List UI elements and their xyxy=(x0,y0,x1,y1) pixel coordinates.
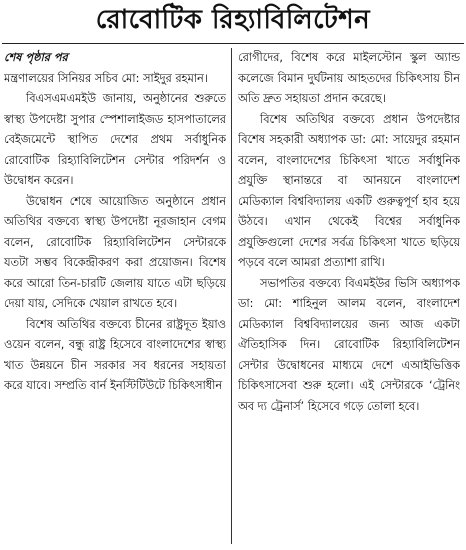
paragraph: মন্ত্রণালয়ের সিনিয়র সচিব মো: সাইদুর রহমান। xyxy=(4,71,208,85)
right-column xyxy=(238,48,460,548)
column-divider xyxy=(231,48,232,544)
continuation-kicker: শেষ পৃষ্ঠার পর xyxy=(4,51,68,64)
paragraph: রোগীদের, বিশেষ করে মাইলস্টোন স্কুল অ্যান্ড কলেজে বিমান দুর্ঘটনায় আহতদের চিকিৎসায় চীন অতি দ্রুত সহায়তা প্রদান করেছে। xyxy=(238,51,460,105)
headline-rule xyxy=(2,43,464,44)
paragraph: সভাপতির বক্তব্যে বিএমইউর ভিসি অধ্যাপক ডা: মো: শাহিনুল আলম বলেন, বাংলাদেশ মেডিক্যাল বিশ্ববিদ্যালয়ের জন্য আজ একটা ঐতিহাসিক দিন। রোবোটিক রিহ্যাবিলিটেশন সেন্টার উদ্বোধনের মাধ্যমে দেশে এআইভিত্তিক চিকিৎসাসেবা শুরু হলো। এই সেন্টারকে ‘ট্রেনিং অব দ্য ট্রেনার্স’ হিসেবে গড়ে তোলা হবে। xyxy=(238,276,460,413)
paragraph: উদ্বোধন শেষে আয়োজিত অনুষ্ঠানে প্রধান অতিথির বক্তব্যে স্বাস্থ্য উপদেষ্টা নূরজাহান বেগম বলেন, রোবোটিক রিহ্যাবিলিটেশন সেন্টারকে যতটা সম্ভব বিকেন্দ্রীকরণ করা প্রয়োজন। বিশেষ করে আরো তিন-চারটি জেলায় যাতে এটা ছড়িয়ে দেয়া যায়, সেদিকে খেয়াল রাখতে হবে। xyxy=(4,194,226,310)
paragraph: বিশেষ অতিথির বক্তব্যে চীনের রাষ্ট্রদূত ইয়াও ওয়েন বলেন, বন্ধু রাষ্ট্র হিসেবে বাংলাদেশের স্বাস্থ্য খাত উন্নয়নে চীন সরকার সব ধরনের সহায়তা করে যাবে। সম্প্রতি বার্ন ইনস্টিটিউটে চিকিৎসাধীন xyxy=(4,317,226,392)
headline: রোবোটিক রিহ্যাবিলিটেশন xyxy=(95,5,371,35)
paragraph: বিশেষ অতিথির বক্তব্যে প্রধান উপদেষ্টার বিশেষ সহকারী অধ্যাপক ডা: মো: সায়েদুর রহমান বলেন, বাংলাদেশের চিকিৎসা খাতে সর্বাধুনিক প্রযুক্তি স্থানান্তরে বা আনয়নে বাংলাদেশ মেডিক্যাল বিশ্ববিদ্যালয় একটি গুরুত্বপূর্ণ হাব হয়ে উঠবে। এখান থেকেই বিশ্বের সর্বাধুনিক প্রযুক্তিগুলো দেশের সর্বত্র চিকিৎসা খাতে ছড়িয়ে পড়বে বলে আমরা প্রত্যাশা রাখি। xyxy=(238,112,460,269)
paragraph: বিএসএমএমইউ জানায়, অনুষ্ঠানের শুরুতে স্বাস্থ্য উপদেষ্টা সুপার স্পেশালাইজড হাসপাতালের বেইজমেন্টে স্থাপিত দেশের প্রথম সর্বাধুনিক রোবোটিক রিহ্যাবিলিটেশন সেন্টার পরিদর্শন ও উদ্বোধন করেন। xyxy=(4,92,226,187)
left-column xyxy=(4,48,226,548)
